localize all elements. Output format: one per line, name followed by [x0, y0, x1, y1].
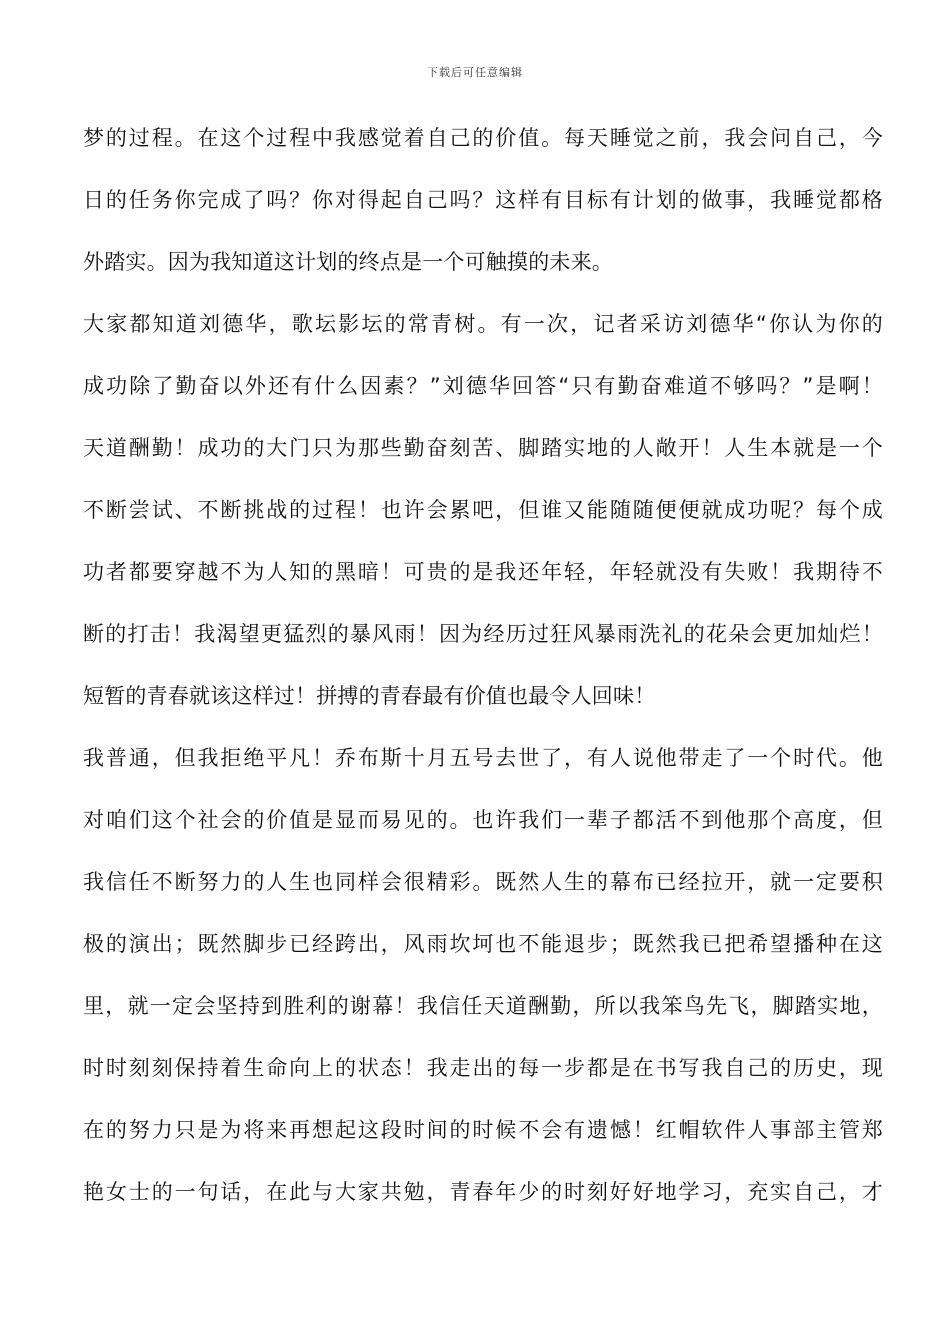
text-line: 我信任不断努力的人生也同样会很精彩。既然人生的幕布已经拉开，就一定要积: [83, 870, 883, 894]
text-line: 天道酬勤！成功的大门只为那些勤奋刻苦、脚踏实地的人敞开！人生本就是一个: [83, 436, 883, 460]
text-line: 艳女士的一句话，在此与大家共勉，青春年少的时刻好好地学习，充实自己，才: [83, 1180, 883, 1204]
text-line: 梦的过程。在这个过程中我感觉着自己的价值。每天睡觉之前，我会问自己，今: [83, 126, 883, 150]
text-line: 对咱们这个社会的价值是显而易见的。也许我们一辈子都活不到他那个高度，但: [83, 808, 883, 832]
text-line: 大家都知道刘德华，歌坛影坛的常青树。有一次，记者采访刘德华“你认为你的: [83, 312, 883, 336]
page-header: 下载后可任意编辑: [427, 66, 523, 79]
text-line: 成功除了勤奋以外还有什么因素？”刘德华回答“只有勤奋难道不够吗？”是啊！: [83, 374, 883, 398]
text-line: 我普通，但我拒绝平凡！乔布斯十月五号去世了，有人说他带走了一个时代。他: [83, 746, 883, 770]
text-line: 不断尝试、不断挑战的过程！也许会累吧，但谁又能随随便便就成功呢？每个成: [83, 498, 883, 522]
text-line: 短暂的青春就该这样过！拼搏的青春最有价值也最令人回味！: [83, 684, 656, 708]
text-line: 日的任务你完成了吗？你对得起自己吗？这样有目标有计划的做事，我睡觉都格: [83, 188, 883, 212]
text-line: 断的打击！我渴望更猛烈的暴风雨！因为经历过狂风暴雨洗礼的花朵会更加灿烂！: [83, 622, 883, 646]
text-line: 外踏实。因为我知道这计划的终点是一个可触摸的未来。: [83, 250, 613, 274]
text-line: 极的演出；既然脚步已经跨出，风雨坎坷也不能退步；既然我已把希望播种在这: [83, 932, 883, 956]
text-line: 里，就一定会坚持到胜利的谢幕！我信任天道酬勤，所以我笨鸟先飞，脚踏实地，: [83, 994, 883, 1018]
text-line: 时时刻刻保持着生命向上的状态！我走出的每一步都是在书写我自己的历史，现: [83, 1056, 883, 1080]
text-line: 在的努力只是为将来再想起这段时间的时候不会有遗憾！红帽软件人事部主管郑: [83, 1118, 883, 1142]
document-body: [83, 107, 883, 1223]
text-line: 功者都要穿越不为人知的黑暗！可贵的是我还年轻，年轻就没有失败！我期待不: [83, 560, 883, 584]
